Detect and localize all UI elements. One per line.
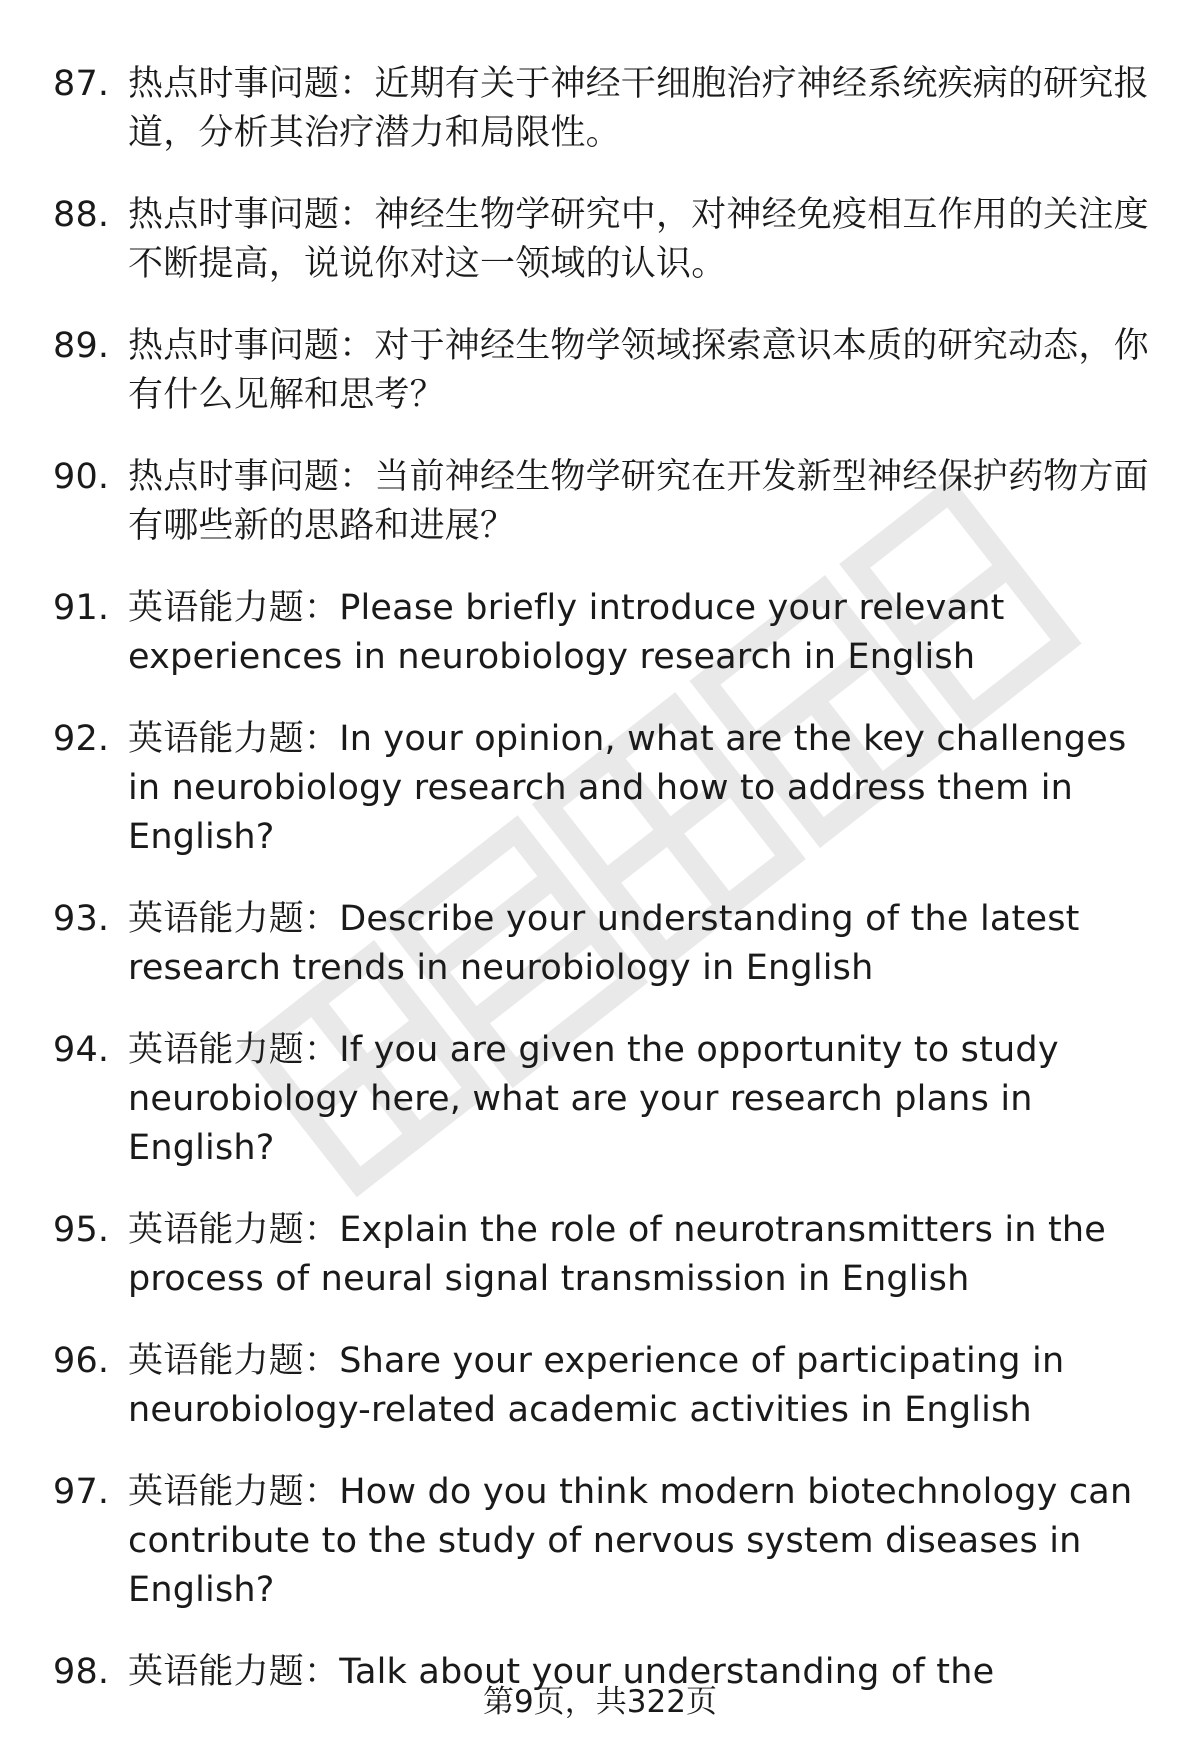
- question-number: 89.: [53, 326, 110, 366]
- question-text: 对于神经生物学领域探索意识本质的研究动态，你有什么见解和思考？: [128, 326, 1149, 415]
- question-text: Describe your understanding of the latest research trends in neurobiology in English: [128, 899, 1080, 988]
- question-number: 92.: [53, 719, 110, 759]
- question-number: 94.: [53, 1030, 110, 1070]
- question-number: 96.: [53, 1341, 110, 1381]
- question-number: 93.: [53, 899, 110, 939]
- question-category: 英语能力题：: [128, 1341, 340, 1381]
- question-number: 98.: [53, 1652, 110, 1692]
- question-category: 英语能力题：: [128, 719, 340, 759]
- question-category: 热点时事问题：: [128, 64, 375, 104]
- question-item-91: [0, 584, 1200, 682]
- question-text: 神经生物学研究中，对神经免疫相互作用的关注度不断提高，说说你对这一领域的认识。: [128, 195, 1149, 284]
- question-text: 当前神经生物学研究在开发新型神经保护药物方面有哪些新的思路和进展？: [128, 457, 1149, 546]
- question-text: In your opinion, what are the key challenges in neurobiology research and how to address them in English?: [128, 719, 1127, 857]
- question-item-90: [0, 453, 1200, 551]
- question-number: 88.: [53, 195, 110, 235]
- question-category: 英语能力题：: [128, 1652, 340, 1692]
- question-item-89: [0, 322, 1200, 420]
- question-item-96: [0, 1337, 1200, 1435]
- question-item-95: [0, 1206, 1200, 1304]
- question-item-92: [0, 715, 1200, 862]
- question-category: 热点时事问题：: [128, 326, 375, 366]
- question-item-97: [0, 1468, 1200, 1615]
- question-item-93: [0, 895, 1200, 993]
- question-category: 英语能力题：: [128, 1030, 340, 1070]
- question-number: 97.: [53, 1472, 110, 1512]
- question-text: Please briefly introduce your relevant experiences in neurobiology research in English: [128, 588, 1005, 677]
- question-text: Explain the role of neurotransmitters in the process of neural signal transmission in English: [128, 1210, 1107, 1299]
- question-category: 热点时事问题：: [128, 195, 375, 235]
- question-item-94: [0, 1026, 1200, 1173]
- question-category: 英语能力题：: [128, 1210, 340, 1250]
- question-category: 热点时事问题：: [128, 457, 375, 497]
- question-text: Share your experience of participating in neurobiology-related academic activities in English: [128, 1341, 1065, 1430]
- question-text: If you are given the opportunity to study neurobiology here, what are your research plans in English?: [128, 1030, 1059, 1168]
- question-number: 95.: [53, 1210, 110, 1250]
- question-text: 近期有关于神经干细胞治疗神经系统疾病的研究报道，分析其治疗潜力和局限性。: [128, 64, 1149, 153]
- question-category: 英语能力题：: [128, 588, 340, 628]
- question-category: 英语能力题：: [128, 899, 340, 939]
- question-item-87: [0, 60, 1200, 158]
- question-category: 英语能力题：: [128, 1472, 340, 1512]
- question-number: 87.: [53, 64, 110, 104]
- question-text: Talk about your understanding of the: [339, 1652, 995, 1692]
- question-item-88: [0, 191, 1200, 289]
- page-number-footer: 第9页，共322页: [483, 1684, 717, 1720]
- question-number: 90.: [53, 457, 110, 497]
- question-number: 91.: [53, 588, 110, 628]
- question-text: How do you think modern biotechnology can contribute to the study of nervous system diseases in English?: [128, 1472, 1133, 1610]
- question-list: [0, 60, 1200, 1730]
